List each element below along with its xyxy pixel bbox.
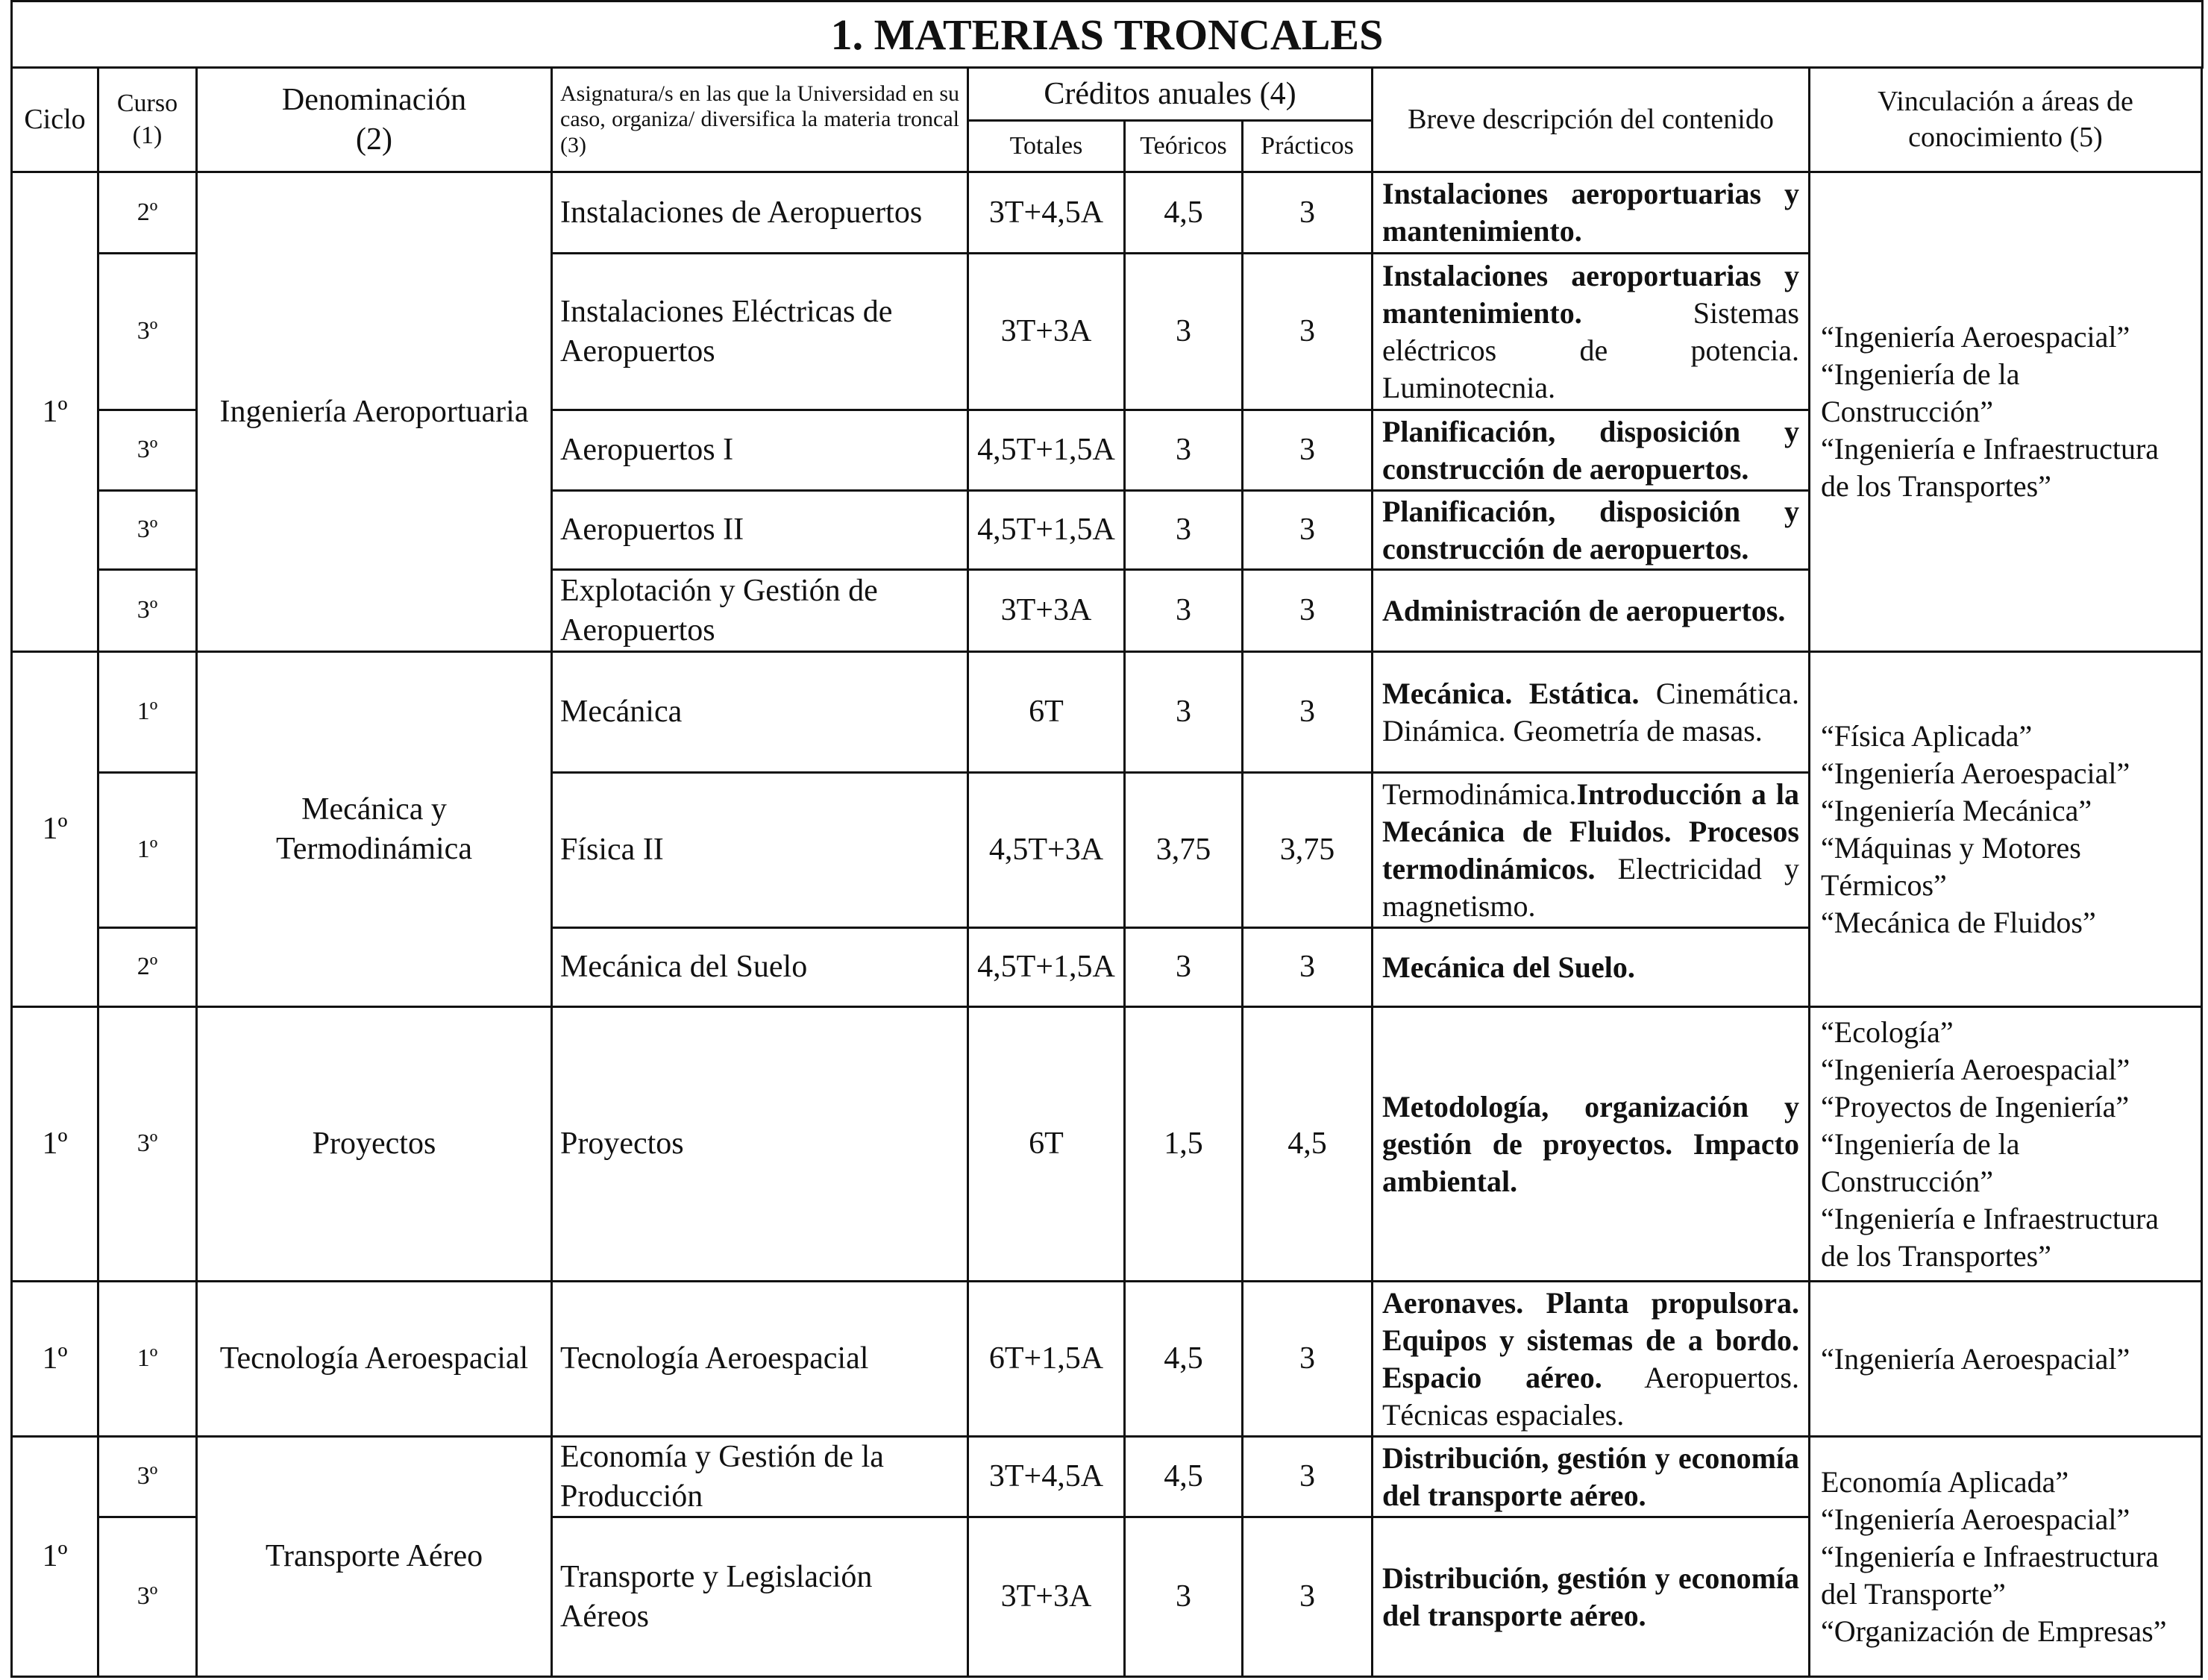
header-descripcion	[1371, 66, 1810, 173]
descripcion-bold: Mecánica. Estática.	[1382, 676, 1640, 710]
curso-value: 3º	[137, 317, 158, 345]
header-vinculacion-label: Vinculación a áreas de conocimiento (5)	[1878, 86, 2133, 153]
header-denominacion-label: Denominación (2)	[281, 83, 467, 157]
descripcion-plain: Cinemática. Dinámica. Geometría de masas.	[1382, 676, 1799, 747]
ciclo-cell	[10, 1435, 99, 1678]
totales-cell	[967, 927, 1126, 1008]
descripcion-cell	[1371, 171, 1810, 254]
curso-cell	[97, 771, 198, 929]
curso-cell	[97, 927, 198, 1008]
descripcion-bold: Planificación, disposición y construcción de aeropuertos.	[1382, 414, 1799, 486]
totales-value: 4,5T+1,5A	[977, 433, 1115, 468]
descripcion-bold: Distribución, gestión y economía del transporte aéreo.	[1382, 1561, 1799, 1632]
descripcion-text	[1382, 592, 1799, 630]
practicos-value: 3	[1299, 950, 1315, 985]
curso-cell	[97, 1280, 198, 1438]
vinculacion-cell	[1808, 1006, 2203, 1282]
vinculacion-value: “Ingeniería Aeroespacial”	[1821, 1341, 2130, 1376]
ciclo-cell	[10, 1006, 99, 1282]
totales-value: 3T+4,5A	[988, 1459, 1104, 1494]
totales-value: 4,5T+3A	[988, 833, 1104, 868]
curso-cell	[97, 1516, 198, 1678]
descripcion-cell	[1371, 1006, 1810, 1282]
header-practicos	[1241, 119, 1373, 173]
vinculacion-value: “Ingeniería Aeroespacial” “Ingeniería de la Construcción” “Ingeniería e Infraestructura de los Transportes”	[1821, 320, 2160, 503]
curso-value: 3º	[137, 1129, 158, 1158]
totales-cell	[967, 409, 1126, 492]
descripcion-text	[1382, 413, 1799, 488]
ciclo-cell	[10, 651, 99, 1008]
header-creditos-label: Créditos anuales (4)	[1044, 76, 1296, 111]
vinculacion-cell	[1808, 1435, 2203, 1678]
table-title-band	[10, 0, 2204, 69]
practicos-value: 3,75	[1279, 833, 1335, 868]
descripcion-cell	[1371, 1435, 1810, 1518]
descripcion-text	[1382, 675, 1799, 750]
asignatura-cell	[551, 651, 969, 774]
totales-cell	[967, 1006, 1126, 1282]
practicos-cell	[1241, 252, 1373, 411]
practicos-cell	[1241, 568, 1373, 653]
totales-value: 3T+3A	[1000, 593, 1092, 628]
descripcion-cell	[1371, 651, 1810, 774]
totales-value: 6T	[1029, 1126, 1064, 1162]
header-totales	[967, 119, 1126, 173]
asignatura-cell	[551, 489, 969, 571]
asignatura-cell	[551, 171, 969, 254]
teoricos-cell	[1123, 1516, 1243, 1678]
practicos-cell	[1241, 489, 1373, 571]
teoricos-cell	[1123, 252, 1243, 411]
practicos-cell	[1241, 1006, 1373, 1282]
header-asignatura	[551, 66, 969, 173]
descripcion-pre: Termodinámica.	[1382, 777, 1577, 811]
descripcion-cell	[1371, 409, 1810, 492]
totales-cell	[967, 1435, 1126, 1518]
ciclo-value: 1º	[42, 1539, 68, 1574]
totales-value: 4,5T+1,5A	[977, 513, 1115, 548]
asignatura-cell	[551, 1435, 969, 1518]
asignatura-cell	[551, 927, 969, 1008]
teoricos-cell	[1123, 489, 1243, 571]
asignatura-value: Mecánica	[560, 695, 683, 730]
teoricos-value: 3	[1176, 695, 1191, 730]
descripcion-plain: Sistemas eléctricos de potencia. Luminotecnia.	[1382, 295, 1799, 404]
descripcion-text	[1382, 1560, 1799, 1634]
asignatura-value: Economía y Gestión de la Producción	[560, 1440, 884, 1514]
vinculacion-value: Economía Aplicada” “Ingeniería Aeroespacial” “Ingeniería e Infraestructura del Transporte” “Organización de Empresas”	[1821, 1464, 2167, 1648]
practicos-value: 3	[1299, 1459, 1315, 1494]
descripcion-text	[1382, 1440, 1799, 1514]
descripcion-cell	[1371, 1516, 1810, 1678]
asignatura-cell	[551, 771, 969, 929]
asignatura-value: Tecnología Aeroespacial	[560, 1341, 869, 1376]
descripcion-cell	[1371, 927, 1810, 1008]
descripcion-plain: Electricidad y magnetismo.	[1382, 851, 1799, 923]
descripcion-cell	[1371, 771, 1810, 929]
practicos-value: 3	[1299, 593, 1315, 628]
descripcion-bold: Planificación, disposición y construcción de aeropuertos.	[1382, 494, 1799, 565]
practicos-cell	[1241, 171, 1373, 254]
header-curso	[97, 66, 198, 173]
denominacion-value: Ingeniería Aeroportuaria	[219, 394, 529, 429]
denominacion-cell	[195, 651, 553, 1008]
asignatura-value: Física II	[560, 833, 664, 868]
totales-cell	[967, 771, 1126, 929]
descripcion-text	[1382, 1088, 1799, 1200]
denominacion-value: Mecánica y Termodinámica	[276, 792, 472, 866]
practicos-cell	[1241, 1435, 1373, 1518]
descripcion-bold: Metodología, organización y gestión de proyectos. Impacto ambiental.	[1382, 1089, 1799, 1198]
practicos-value: 3	[1299, 433, 1315, 468]
practicos-value: 3	[1299, 513, 1315, 548]
vinculacion-cell	[1808, 651, 2203, 1008]
header-ciclo	[10, 66, 99, 173]
teoricos-value: 4,5	[1164, 1459, 1203, 1494]
denominacion-value: Tecnología Aeroespacial	[219, 1341, 529, 1376]
practicos-cell	[1241, 409, 1373, 492]
teoricos-value: 3	[1176, 1579, 1191, 1614]
descripcion-text	[1382, 257, 1799, 407]
teoricos-value: 3	[1176, 950, 1191, 985]
totales-cell	[967, 1280, 1126, 1438]
ciclo-value: 1º	[42, 394, 68, 429]
totales-cell	[967, 651, 1126, 774]
header-teoricos-label: Teóricos	[1140, 131, 1227, 160]
totales-value: 4,5T+1,5A	[977, 950, 1115, 985]
teoricos-cell	[1123, 651, 1243, 774]
teoricos-value: 3,75	[1155, 833, 1211, 868]
curso-value: 2º	[137, 198, 158, 226]
header-denominacion	[195, 66, 553, 173]
teoricos-cell	[1123, 927, 1243, 1008]
vinculacion-value: “Física Aplicada” “Ingeniería Aeroespacial” “Ingeniería Mecánica” “Máquinas y Motores Térmicos” “Mecánica de Fluidos”	[1821, 718, 2130, 939]
practicos-cell	[1241, 771, 1373, 929]
header-ciclo-label: Ciclo	[24, 103, 86, 135]
curso-cell	[97, 1006, 198, 1282]
asignatura-cell	[551, 252, 969, 411]
descripcion-bold: Aeronaves. Planta propulsora. Equipos y sistemas de a bordo. Espacio aéreo.	[1382, 1285, 1799, 1394]
practicos-value: 3	[1299, 1579, 1315, 1614]
curso-value: 3º	[137, 515, 158, 544]
curso-value: 3º	[137, 1582, 158, 1611]
curso-cell	[97, 568, 198, 653]
vinculacion-cell	[1808, 1280, 2203, 1438]
practicos-cell	[1241, 927, 1373, 1008]
teoricos-cell	[1123, 409, 1243, 492]
totales-cell	[967, 489, 1126, 571]
curso-value: 3º	[137, 1462, 158, 1491]
header-creditos	[967, 66, 1373, 122]
header-practicos-label: Prácticos	[1261, 131, 1354, 160]
teoricos-value: 3	[1176, 314, 1191, 349]
descripcion-text	[1382, 776, 1799, 925]
totales-value: 3T+4,5A	[988, 195, 1104, 230]
ciclo-cell	[10, 171, 99, 653]
descripcion-bold: Instalaciones aeroportuarias y mantenimiento.	[1382, 258, 1799, 330]
ciclo-cell	[10, 1280, 99, 1438]
asignatura-value: Mecánica del Suelo	[560, 950, 808, 985]
totales-cell	[967, 252, 1126, 411]
descripcion-cell	[1371, 568, 1810, 653]
curso-cell	[97, 409, 198, 492]
header-vinculacion	[1808, 66, 2203, 173]
descripcion-text	[1382, 493, 1799, 568]
teoricos-value: 1,5	[1164, 1126, 1203, 1162]
asignatura-value: Aeropuertos I	[560, 433, 734, 468]
descripcion-text	[1382, 175, 1799, 250]
teoricos-cell	[1123, 1006, 1243, 1282]
header-curso-label: Curso (1)	[116, 90, 178, 149]
curso-value: 3º	[137, 596, 158, 624]
header-totales-label: Totales	[1009, 131, 1083, 160]
asignatura-cell	[551, 1280, 969, 1438]
teoricos-cell	[1123, 771, 1243, 929]
asignatura-cell	[551, 1516, 969, 1678]
teoricos-value: 3	[1176, 513, 1191, 548]
vinculacion-cell	[1808, 171, 2203, 653]
asignatura-cell	[551, 568, 969, 653]
curso-cell	[97, 252, 198, 411]
totales-cell	[967, 1516, 1126, 1678]
curso-cell	[97, 489, 198, 571]
curso-cell	[97, 171, 198, 254]
practicos-value: 3	[1299, 195, 1315, 230]
teoricos-cell	[1123, 568, 1243, 653]
teoricos-cell	[1123, 1435, 1243, 1518]
descripcion-bold: Distribución, gestión y economía del transporte aéreo.	[1382, 1441, 1799, 1512]
descripcion-bold: Mecánica del Suelo.	[1382, 950, 1635, 984]
practicos-value: 3	[1299, 695, 1315, 730]
totales-cell	[967, 568, 1126, 653]
totales-value: 6T	[1029, 695, 1064, 730]
teoricos-value: 4,5	[1164, 1341, 1203, 1376]
denominacion-cell	[195, 1006, 553, 1282]
curso-value: 3º	[137, 436, 158, 464]
asignatura-value: Instalaciones Eléctricas de Aeropuertos	[560, 295, 893, 369]
asignatura-cell	[551, 409, 969, 492]
practicos-cell	[1241, 1516, 1373, 1678]
descripcion-cell	[1371, 252, 1810, 411]
denominacion-cell	[195, 171, 553, 653]
totales-value: 6T+1,5A	[988, 1341, 1104, 1376]
practicos-cell	[1241, 651, 1373, 774]
header-teoricos	[1123, 119, 1243, 173]
asignatura-value: Proyectos	[560, 1126, 684, 1162]
header-asignatura-label: Asignatura/s en las que la Universidad en su caso, organiza/ diversifica la materia troncal (3)	[560, 81, 959, 157]
curso-cell	[97, 1435, 198, 1518]
totales-cell	[967, 171, 1126, 254]
asignatura-cell	[551, 1006, 969, 1282]
curso-value: 2º	[137, 953, 158, 981]
asignatura-value: Explotación y Gestión de Aeropuertos	[560, 574, 878, 648]
curso-value: 1º	[137, 698, 158, 726]
practicos-value: 3	[1299, 314, 1315, 349]
table-title: 1. MATERIAS TRONCALES	[830, 10, 1384, 59]
teoricos-value: 4,5	[1164, 195, 1203, 230]
descripcion-cell	[1371, 489, 1810, 571]
asignatura-value: Aeropuertos II	[560, 513, 744, 548]
teoricos-value: 3	[1176, 433, 1191, 468]
descripcion-bold: Administración de aeropuertos.	[1382, 593, 1786, 627]
ciclo-value: 1º	[42, 1341, 68, 1376]
teoricos-cell	[1123, 171, 1243, 254]
descripcion-bold: Instalaciones aeroportuarias y mantenimiento.	[1382, 177, 1799, 248]
teoricos-cell	[1123, 1280, 1243, 1438]
denominacion-cell	[195, 1435, 553, 1678]
denominacion-cell	[195, 1280, 553, 1438]
practicos-value: 3	[1299, 1341, 1315, 1376]
asignatura-value: Instalaciones de Aeropuertos	[560, 195, 923, 230]
teoricos-value: 3	[1176, 593, 1191, 628]
totales-value: 3T+3A	[1000, 314, 1092, 349]
descripcion-cell	[1371, 1280, 1810, 1438]
curso-value: 1º	[137, 1344, 158, 1373]
vinculacion-value: “Ecología” “Ingeniería Aeroespacial” “Proyectos de Ingeniería” “Ingeniería de la Construcción” “Ingeniería e Infraestructura de los Transportes”	[1821, 1015, 2160, 1273]
asignatura-value: Transporte y Legislación Aéreos	[560, 1560, 873, 1634]
descripcion-bold: Introducción a la Mecánica de Fluidos. Procesos termodinámicos.	[1382, 777, 1799, 886]
curso-cell	[97, 651, 198, 774]
header-descripcion-label: Breve descripción del contenido	[1408, 103, 1774, 135]
descripcion-text	[1382, 949, 1799, 986]
descripcion-plain: Aeropuertos. Técnicas espaciales.	[1382, 1360, 1799, 1432]
ciclo-value: 1º	[42, 812, 68, 847]
denominacion-value: Proyectos	[312, 1126, 436, 1162]
denominacion-value: Transporte Aéreo	[265, 1539, 483, 1574]
practicos-cell	[1241, 1280, 1373, 1438]
curso-value: 1º	[137, 836, 158, 864]
practicos-value: 4,5	[1288, 1126, 1327, 1162]
ciclo-value: 1º	[42, 1126, 68, 1162]
totales-value: 3T+3A	[1000, 1579, 1092, 1614]
descripcion-text	[1382, 1285, 1799, 1434]
